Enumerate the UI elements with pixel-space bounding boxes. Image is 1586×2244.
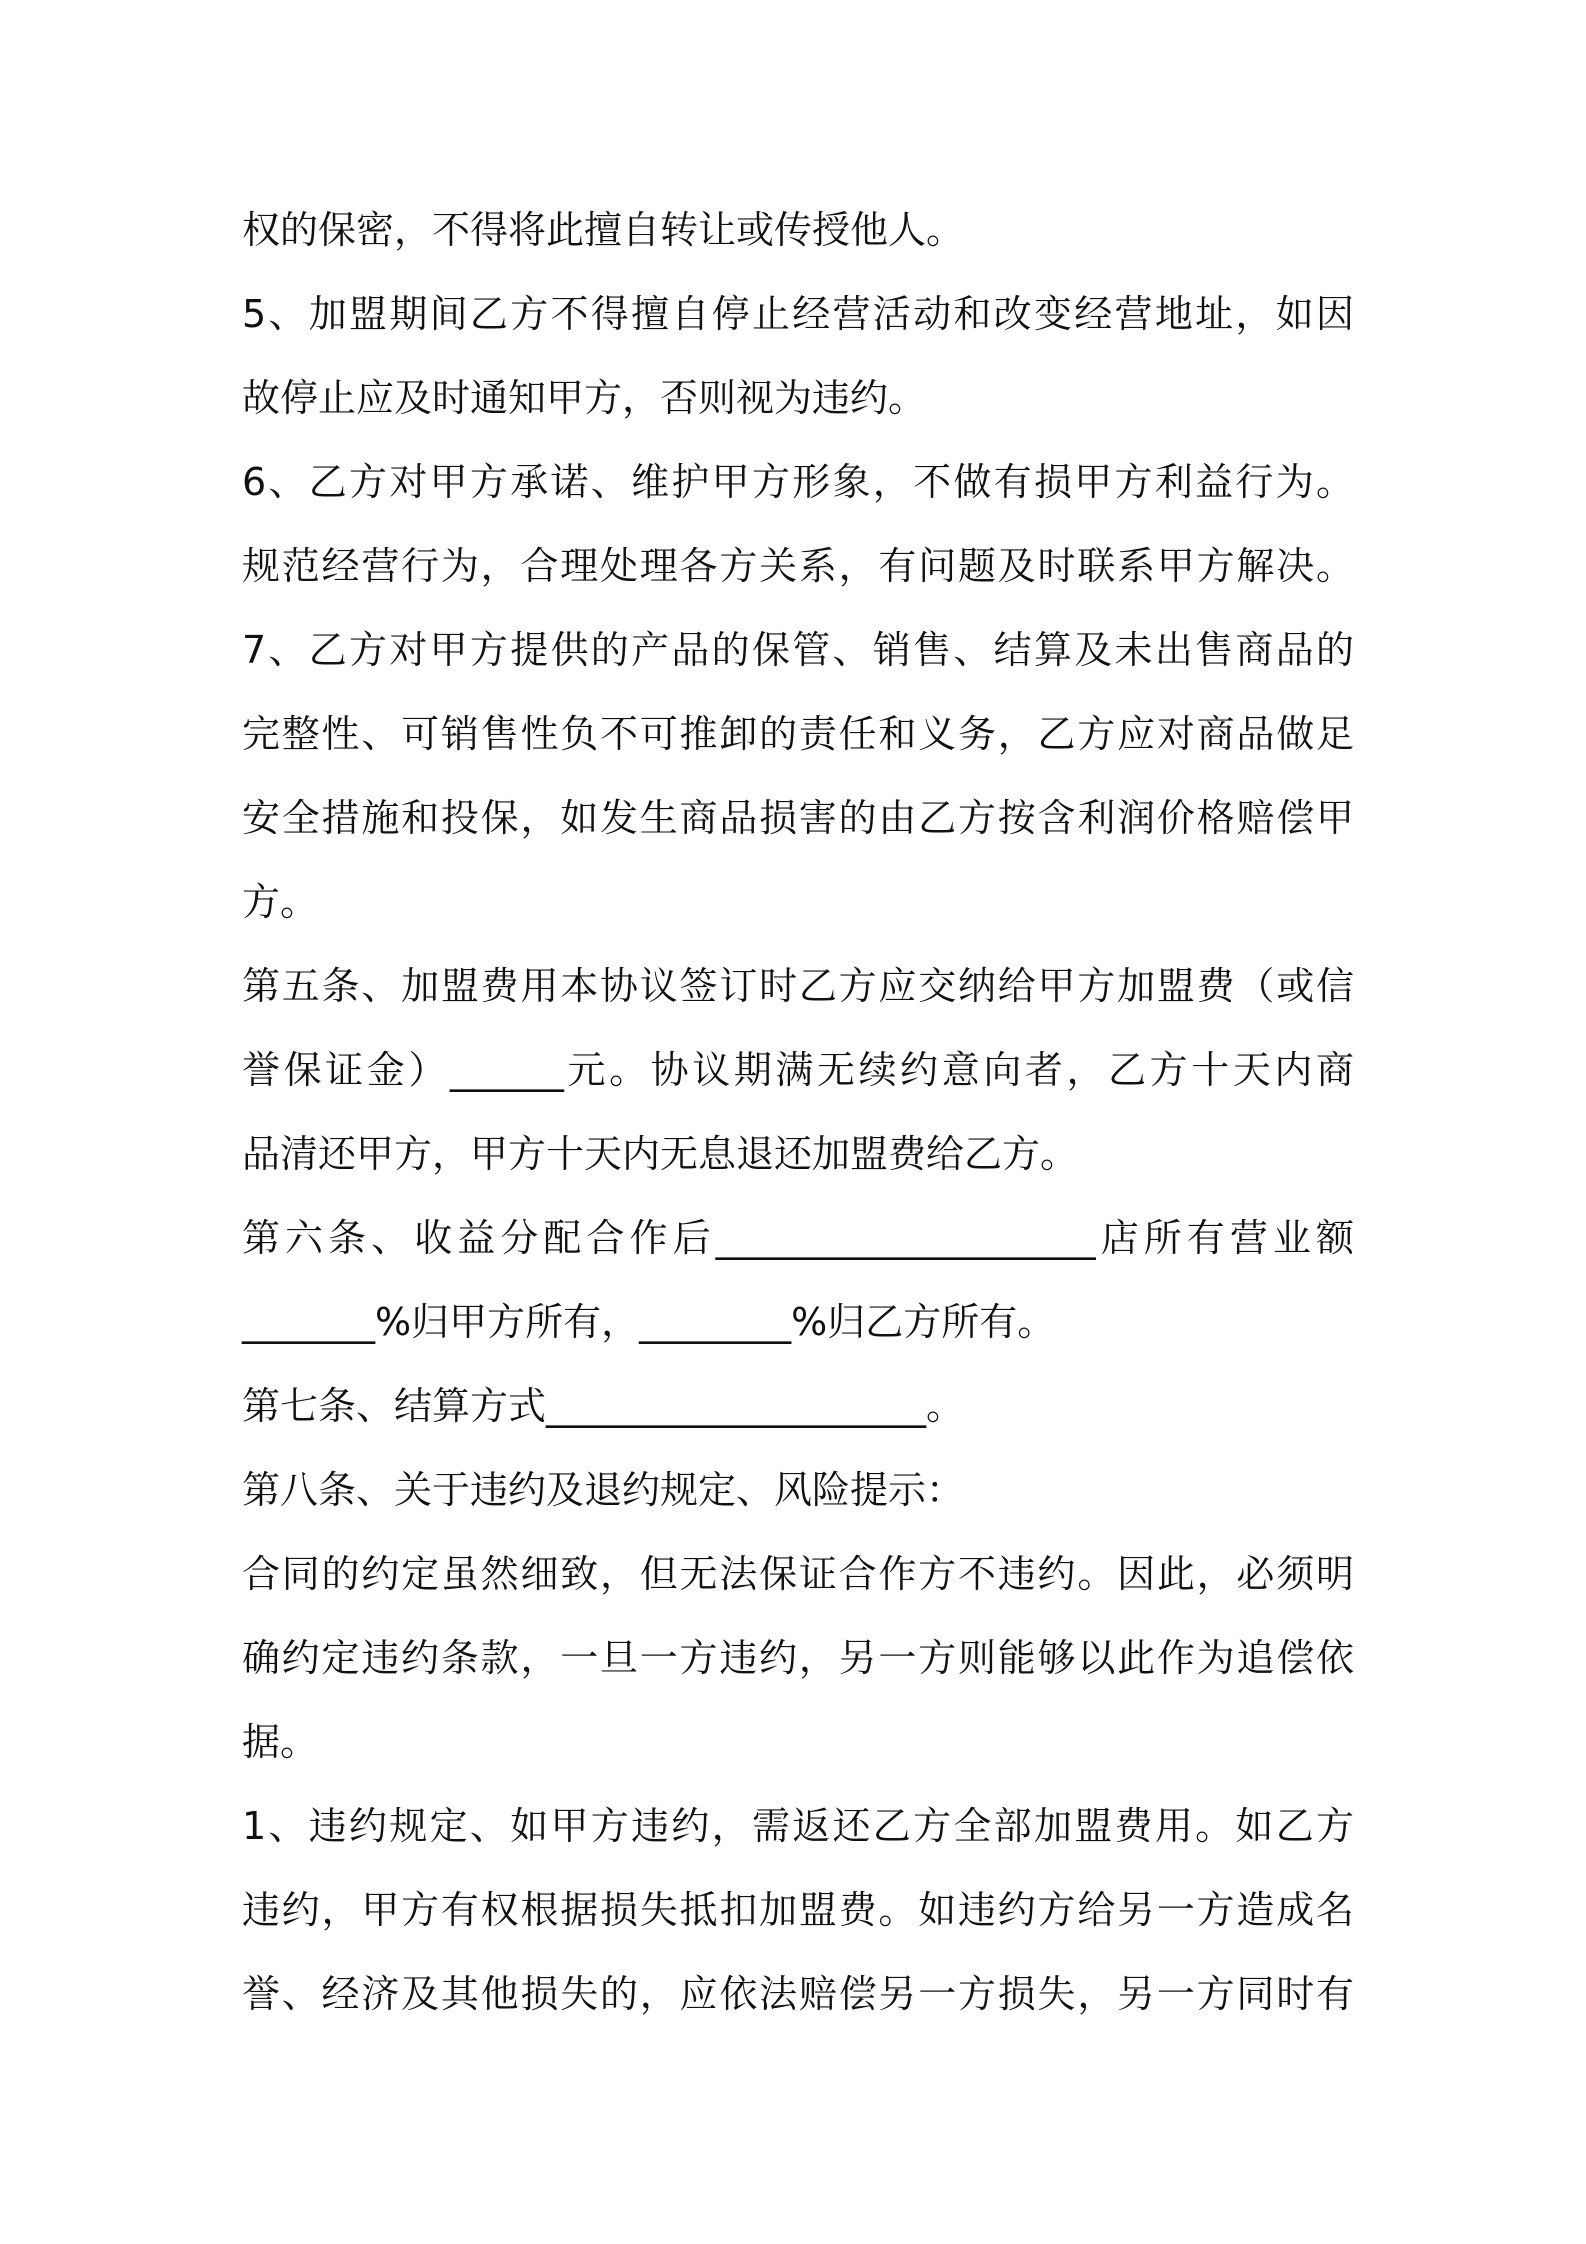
text-line: 7、乙方对甲方提供的产品的保管、销售、结算及未出售商品的 [242,628,1354,672]
text-line: 第六条、收益分配合作后____________________店所有营业额 [242,1216,1354,1260]
text-line: 据。 [242,1720,319,1764]
text-line: 违约，甲方有权根据损失抵扣加盟费。如违约方给另一方造成名 [242,1888,1354,1932]
text-line: 誉、经济及其他损失的，应依法赔偿另一方损失，另一方同时有 [242,1972,1354,2016]
text-line: 第八条、关于违约及退约规定、风险提示： [242,1468,965,1512]
text-line: 权的保密，不得将此擅自转让或传授他人。 [242,208,965,252]
text-line: 6、乙方对甲方承诺、维护甲方形象，不做有损甲方利益行为。 [242,460,1354,504]
text-line: 方。 [242,880,319,924]
text-line: 故停止应及时通知甲方，否则视为违约。 [242,376,927,420]
text-line: 誉保证金）______元。协议期满无续约意向者，乙方十天内商 [242,1048,1354,1092]
text-line: _______%归甲方所有，________%归乙方所有。 [242,1300,1056,1344]
document-body [242,188,1354,2036]
text-line: 完整性、可销售性负不可推卸的责任和义务，乙方应对商品做足 [242,712,1354,756]
text-line: 确约定违约条款，一旦一方违约，另一方则能够以此作为追偿依 [242,1636,1354,1680]
text-line: 1、违约规定、如甲方违约，需返还乙方全部加盟费用。如乙方 [242,1804,1354,1848]
text-line: 品清还甲方，甲方十天内无息退还加盟费给乙方。 [242,1132,1079,1176]
text-line: 第五条、加盟费用本协议签订时乙方应交纳给甲方加盟费（或信 [242,964,1354,1008]
text-line: 规范经营行为，合理处理各方关系，有问题及时联系甲方解决。 [242,544,1354,588]
text-line: 5、加盟期间乙方不得擅自停止经营活动和改变经营地址，如因 [242,292,1354,336]
text-line: 安全措施和投保，如发生商品损害的由乙方按含利润价格赔偿甲 [242,796,1354,840]
text-line: 第七条、结算方式____________________。 [242,1384,965,1428]
text-line: 合同的约定虽然细致，但无法保证合作方不违约。因此，必须明 [242,1552,1354,1596]
